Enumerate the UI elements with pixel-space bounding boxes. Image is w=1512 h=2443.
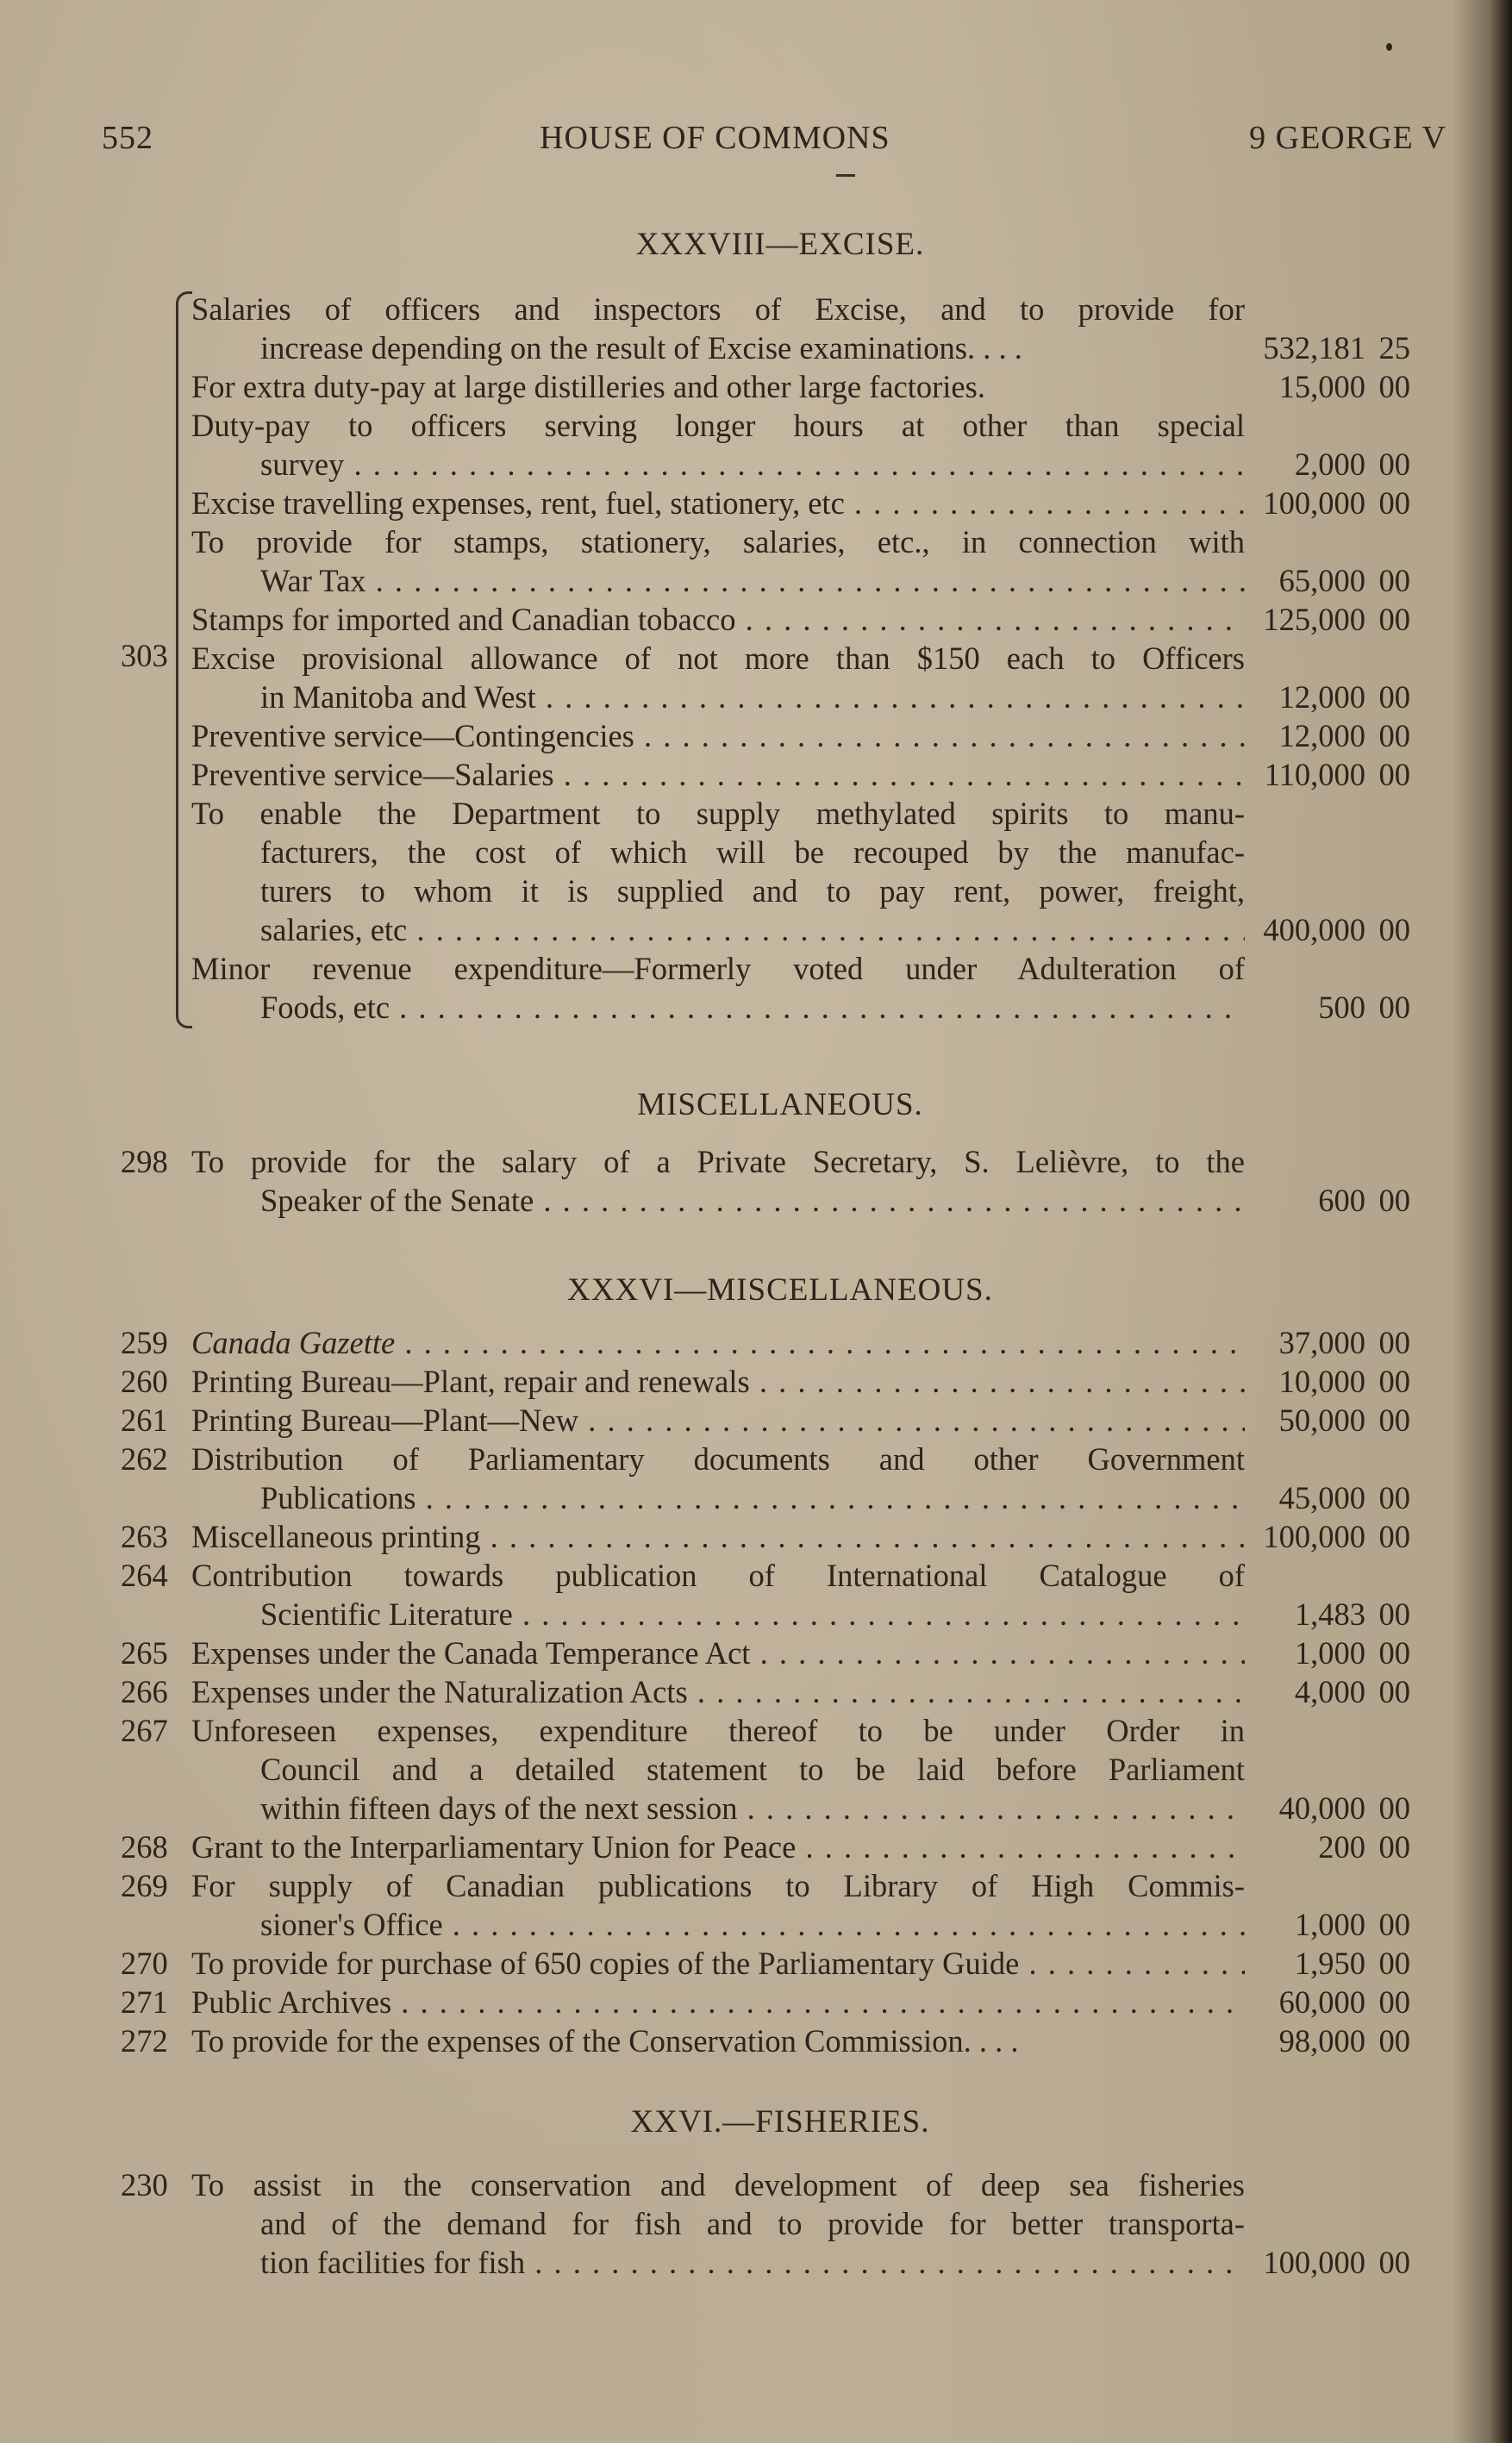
estimate-item	[0, 1142, 1512, 1181]
amount-cents: 00	[1378, 912, 1410, 947]
section-items	[0, 1142, 1512, 1220]
vote-number: 261	[121, 1403, 168, 1438]
vote-number: 269	[121, 1868, 168, 1903]
amount-dollars: 100,000	[1263, 1519, 1365, 1554]
vote-number: 272	[121, 2023, 168, 2059]
estimate-item	[0, 1401, 1512, 1440]
item-amount	[1186, 1905, 1410, 1944]
item-description: Contribution towards publication of International Catalogue of	[191, 1558, 1245, 1593]
page-number: 552	[102, 120, 153, 156]
section-title: XXXVIII—EXCISE.	[635, 227, 925, 262]
amount-cents: 00	[1378, 447, 1410, 482]
item-description: To enable the Department to supply methylated spirits to manu-	[191, 796, 1245, 831]
item-description: Printing Bureau—Plant—New . . .	[191, 1401, 1245, 1440]
vote-number: 266	[121, 1674, 168, 1709]
item-description: and of the demand for fish and to provide for better transporta-	[260, 2206, 1245, 2241]
header-title: HOUSE OF COMMONS	[540, 120, 890, 156]
item-description: Foods, etc . . .	[260, 988, 1245, 1027]
vote-number: 230	[121, 2167, 168, 2202]
amount-cents: 00	[1378, 369, 1410, 404]
item-amount	[1186, 716, 1410, 755]
estimate-item-continuation	[0, 2204, 1512, 2243]
item-amount	[1186, 1944, 1410, 1983]
amount-cents: 00	[1378, 2245, 1410, 2280]
group-vote-number: 303	[121, 638, 168, 673]
estimate-item	[0, 290, 1512, 328]
item-amount	[1186, 1634, 1410, 1672]
item-amount	[1186, 2243, 1410, 2282]
estimate-item-continuation	[0, 1905, 1512, 1944]
vote-number: 271	[121, 1984, 168, 2020]
amount-cents: 00	[1378, 1364, 1410, 1399]
item-amount	[1186, 1181, 1410, 1220]
item-description: sioner's Office . . .	[260, 1905, 1245, 1944]
item-description: Council and a detailed statement to be laid before Parliament	[260, 1752, 1245, 1787]
item-description: facturers, the cost of which will be recouped by the manufac-	[260, 834, 1245, 870]
item-amount	[1186, 561, 1410, 600]
item-amount	[1186, 445, 1410, 484]
item-description: To provide for the salary of a Private Secretary, S. Lelièvre, to the	[191, 1144, 1245, 1179]
amount-dollars: 12,000	[1278, 718, 1365, 753]
amount-dollars: 1,483	[1294, 1596, 1365, 1632]
section-title: MISCELLANEOUS.	[637, 1087, 923, 1122]
amount-dollars: 4,000	[1294, 1674, 1365, 1709]
item-amount	[1186, 1672, 1410, 1711]
estimate-item-continuation	[0, 1478, 1512, 1517]
amount-cents: 00	[1378, 990, 1410, 1025]
item-amount	[1186, 328, 1410, 367]
vote-number: 265	[121, 1635, 168, 1671]
item-description: Preventive service—Contingencies . . .	[191, 716, 1245, 755]
item-amount	[1186, 600, 1410, 639]
section-items	[0, 2165, 1512, 2282]
item-description: For supply of Canadian publications to Library of High Commis-	[191, 1868, 1245, 1903]
item-description: Miscellaneous printing . . .	[191, 1517, 1245, 1556]
amount-cents: 00	[1378, 1596, 1410, 1632]
amount-cents: 00	[1378, 1790, 1410, 1826]
amount-dollars: 12,000	[1278, 679, 1365, 715]
item-description: Grant to the Interparliamentary Union for Peace . . .	[191, 1828, 1245, 1866]
amount-dollars: 1,000	[1294, 1635, 1365, 1671]
estimate-item	[0, 1362, 1512, 1401]
amount-cents: 00	[1378, 1480, 1410, 1515]
vote-number: 262	[121, 1441, 168, 1477]
amount-dollars: 100,000	[1263, 485, 1365, 521]
estimate-item	[0, 1517, 1512, 1556]
item-description: tion facilities for fish . . .	[260, 2243, 1245, 2282]
estimate-item	[0, 755, 1512, 794]
estimate-item	[0, 1944, 1512, 1983]
item-description: Preventive service—Salaries . . .	[191, 755, 1245, 794]
amount-cents: 00	[1378, 1829, 1410, 1865]
amount-dollars: 98,000	[1278, 2023, 1365, 2059]
vote-number: 259	[121, 1325, 168, 1360]
estimate-item-continuation	[0, 872, 1512, 910]
amount-cents: 00	[1378, 1325, 1410, 1360]
ink-speck	[1386, 43, 1392, 51]
estimate-item-continuation	[0, 910, 1512, 949]
estimate-item-continuation	[0, 561, 1512, 600]
estimate-item-continuation	[0, 445, 1512, 484]
item-description: Expenses under the Naturalization Acts . . .	[191, 1672, 1245, 1711]
section-title: XXXVI—MISCELLANEOUS.	[567, 1272, 993, 1308]
item-description: Canada Gazette . . .	[191, 1323, 1245, 1362]
item-description: within fifteen days of the next session . . .	[260, 1789, 1245, 1828]
amount-cents: 00	[1378, 1183, 1410, 1218]
item-amount	[1186, 755, 1410, 794]
vote-number: 268	[121, 1829, 168, 1865]
estimate-item-continuation	[0, 988, 1512, 1027]
amount-dollars: 10,000	[1278, 1364, 1365, 1399]
header-ornament	[836, 174, 855, 177]
item-description: Printing Bureau—Plant, repair and renewals . . .	[191, 1362, 1245, 1401]
amount-cents: 00	[1378, 1674, 1410, 1709]
estimate-item	[0, 1323, 1512, 1362]
estimate-item-continuation	[0, 833, 1512, 872]
item-description: survey . . .	[260, 445, 1245, 484]
item-description: Duty-pay to officers serving longer hours at other than special	[191, 408, 1245, 443]
estimate-item	[0, 2165, 1512, 2204]
estimate-item-continuation	[0, 1789, 1512, 1828]
amount-cents: 00	[1378, 1984, 1410, 2020]
vote-number: 263	[121, 1519, 168, 1554]
amount-dollars: 37,000	[1278, 1325, 1365, 1360]
vote-number: 260	[121, 1364, 168, 1399]
item-description: To provide for purchase of 650 copies of the Parliamentary Guide . . .	[191, 1944, 1245, 1983]
amount-dollars: 60,000	[1278, 1984, 1365, 2020]
estimate-item	[0, 1711, 1512, 1750]
amount-cents: 00	[1378, 757, 1410, 792]
amount-dollars: 500	[1318, 990, 1365, 1025]
vote-number: 267	[121, 1713, 168, 1748]
item-description: Expenses under the Canada Temperance Act . . .	[191, 1634, 1245, 1672]
amount-dollars: 100,000	[1263, 2245, 1365, 2280]
item-amount	[1186, 1789, 1410, 1828]
amount-cents: 00	[1378, 1946, 1410, 1981]
estimate-item	[0, 1440, 1512, 1478]
estimate-item-continuation	[0, 1181, 1512, 1220]
item-description: For extra duty-pay at large distilleries and other large factories.	[191, 369, 985, 404]
item-description: salaries, etc . . .	[260, 910, 1245, 949]
estimate-item	[0, 406, 1512, 445]
estimate-item	[0, 1983, 1512, 2021]
item-description: Unforeseen expenses, expenditure thereof to be under Order in	[191, 1713, 1245, 1748]
amount-cents: 00	[1378, 485, 1410, 521]
amount-dollars: 1,950	[1294, 1946, 1365, 1981]
amount-dollars: 532,181	[1263, 330, 1365, 366]
item-amount	[1186, 1478, 1410, 1517]
amount-dollars: 65,000	[1278, 563, 1365, 598]
amount-dollars: 2,000	[1294, 447, 1365, 482]
amount-cents: 00	[1378, 2023, 1410, 2059]
item-description: in Manitoba and West . . .	[260, 678, 1245, 716]
vote-number: 298	[121, 1144, 168, 1179]
item-amount	[1186, 367, 1410, 406]
amount-dollars: 45,000	[1278, 1480, 1365, 1515]
vote-number: 264	[121, 1558, 168, 1593]
estimate-item	[0, 367, 1512, 406]
estimate-item	[0, 522, 1512, 561]
item-description: Minor revenue expenditure—Formerly voted under Adulteration of	[191, 951, 1245, 986]
estimate-item-continuation	[0, 1750, 1512, 1789]
estimate-item	[0, 949, 1512, 988]
item-description: Publications . . .	[260, 1478, 1245, 1517]
amount-cents: 25	[1378, 330, 1410, 366]
amount-dollars: 50,000	[1278, 1403, 1365, 1438]
section-items	[0, 290, 1512, 1027]
amount-cents: 00	[1378, 1907, 1410, 1942]
item-description: To assist in the conservation and development of deep sea fisheries	[191, 2167, 1245, 2202]
estimate-item	[0, 484, 1512, 522]
estimate-item	[0, 716, 1512, 755]
amount-dollars: 125,000	[1263, 602, 1365, 637]
item-description: Distribution of Parliamentary documents and other Government	[191, 1441, 1245, 1477]
item-description: Stamps for imported and Canadian tobacco . . .	[191, 600, 1245, 639]
amount-cents: 00	[1378, 1519, 1410, 1554]
item-description: War Tax . . .	[260, 561, 1245, 600]
group-brace	[176, 291, 192, 1028]
estimate-item-continuation	[0, 328, 1512, 367]
estimate-item	[0, 639, 1512, 678]
item-amount	[1186, 1828, 1410, 1866]
item-description: turers to whom it is supplied and to pay rent, power, freight,	[260, 873, 1245, 909]
section-title: XXVI.—FISHERIES.	[630, 2104, 930, 2140]
item-amount	[1186, 2021, 1410, 2060]
estimate-item	[0, 1828, 1512, 1866]
amount-cents: 00	[1378, 602, 1410, 637]
item-description: To provide for the expenses of the Conservation Commission. . . .	[191, 2023, 1019, 2059]
amount-cents: 00	[1378, 718, 1410, 753]
amount-dollars: 1,000	[1294, 1907, 1365, 1942]
item-amount	[1186, 1401, 1410, 1440]
item-amount	[1186, 1323, 1410, 1362]
vote-number: 270	[121, 1946, 168, 1981]
estimate-item	[0, 1556, 1512, 1595]
item-amount	[1186, 678, 1410, 716]
amount-dollars: 40,000	[1278, 1790, 1365, 1826]
estimate-item	[0, 794, 1512, 833]
item-amount	[1186, 484, 1410, 522]
running-header	[0, 119, 1512, 167]
item-amount	[1186, 1517, 1410, 1556]
amount-dollars: 400,000	[1263, 912, 1365, 947]
estimate-item	[0, 600, 1512, 639]
item-amount	[1186, 1595, 1410, 1634]
amount-cents: 00	[1378, 563, 1410, 598]
item-description: Salaries of officers and inspectors of Excise, and to provide for	[191, 291, 1245, 327]
estimate-item-continuation	[0, 678, 1512, 716]
item-description: Excise travelling expenses, rent, fuel, stationery, etc . . .	[191, 484, 1245, 522]
item-description: Public Archives . . .	[191, 1983, 1245, 2021]
amount-dollars: 110,000	[1264, 757, 1365, 792]
item-description: To provide for stamps, stationery, salaries, etc., in connection with	[191, 524, 1245, 559]
section-items	[0, 1323, 1512, 2060]
item-description: Speaker of the Senate . . .	[260, 1181, 1245, 1220]
item-amount	[1186, 1983, 1410, 2021]
estimate-item	[0, 1634, 1512, 1672]
item-description: Excise provisional allowance of not more than $150 each to Officers	[191, 640, 1245, 676]
estimate-item	[0, 1672, 1512, 1711]
item-description: increase depending on the result of Excise examinations. . . .	[260, 330, 1022, 366]
item-amount	[1186, 988, 1410, 1027]
item-description: Scientific Literature . . .	[260, 1595, 1245, 1634]
header-session: 9 GEORGE V	[1249, 120, 1446, 156]
amount-cents: 00	[1378, 1403, 1410, 1438]
item-amount	[1186, 910, 1410, 949]
amount-dollars: 15,000	[1278, 369, 1365, 404]
amount-dollars: 200	[1318, 1829, 1365, 1865]
estimate-item	[0, 1866, 1512, 1905]
estimate-item-continuation	[0, 1595, 1512, 1634]
item-amount	[1186, 1362, 1410, 1401]
amount-cents: 00	[1378, 1635, 1410, 1671]
amount-dollars: 600	[1318, 1183, 1365, 1218]
amount-cents: 00	[1378, 679, 1410, 715]
estimate-item	[0, 2021, 1512, 2060]
estimate-item-continuation	[0, 2243, 1512, 2282]
